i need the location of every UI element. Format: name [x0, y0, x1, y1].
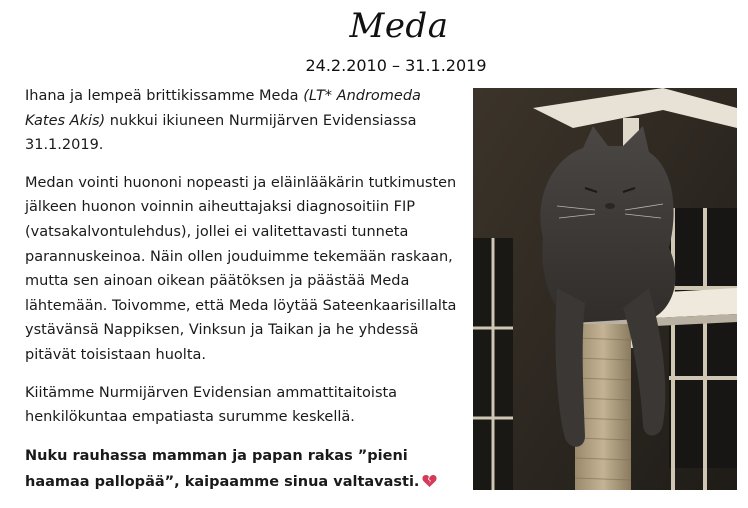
intro-text-start: Ihana ja lempeä brittikissamme Meda	[25, 88, 304, 104]
pedigree-name: (LT* Andromeda Kates Akis)	[25, 88, 421, 129]
paragraph-thanks: Kiitämme Nurmijärven Evidensian ammattitaitoista henkilökuntaa empatiasta surumme keskellä.	[25, 384, 398, 426]
paragraph-intro	[25, 84, 460, 158]
cat-photo	[473, 88, 737, 490]
intro-text-end: nukkui ikiuneen Nurmijärven Evidensiassa 31.1.2019.	[25, 112, 417, 154]
farewell-text: Nuku rauhassa mamman ja papan rakas ”pieni haamaa pallopää”, kaipaamme sinua valtavasti.	[25, 447, 420, 490]
paragraph-farewell	[25, 443, 460, 495]
broken-heart-icon	[422, 474, 437, 488]
paragraph-illness: Medan vointi huononi nopeasti ja eläinlääkärin tutkimusten jälkeen huonon voinnin aiheuttajaksi diagnosoitiin FIP (vatsakalvontulehdus), jollei ei valitettavasti tunneta parannuskeinoa. Näin ollen jouduimme tekemään raskaan, mutta sen ainoan oikean päätöksen ja päästää Meda lähtemään. Toivomme, että Meda löytää Sateenkaarisillalta ystävänsä Nappiksen, Vinksun ja Taikan ja he yhdessä pitävät toisistaan huolta.	[25, 174, 457, 363]
life-dates: 24.2.2010 – 31.1.2019	[305, 56, 487, 75]
page-title: Meda	[349, 6, 449, 46]
memorial-text	[25, 84, 460, 508]
